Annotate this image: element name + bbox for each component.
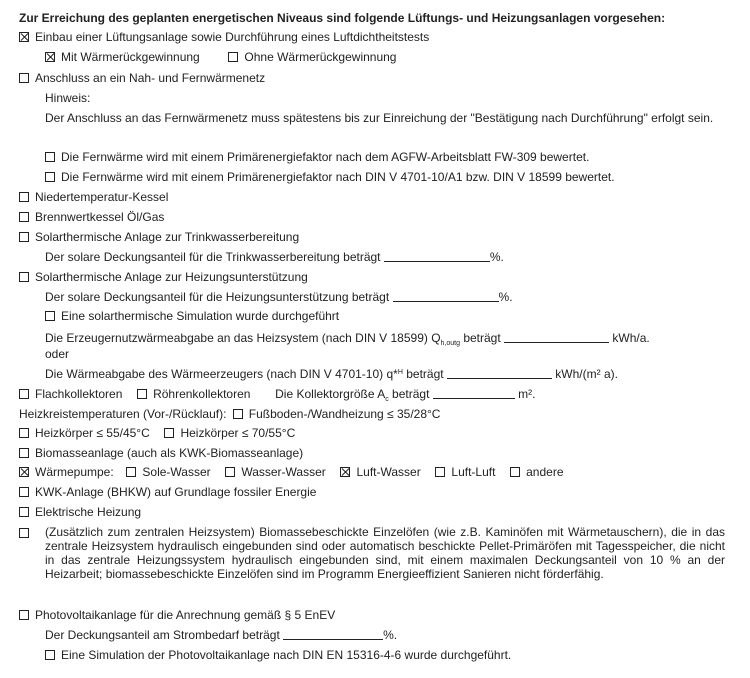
pv-label: Photovoltaikanlage für die Anrechnung gemäß § 5 EnEV — [35, 608, 336, 622]
solar-trink-text: Der solare Deckungsanteil für die Trinkwasserbereitung beträgt — [45, 250, 381, 264]
solar-trink-unit: %. — [489, 250, 504, 264]
solar-trink-label: Solarthermische Anlage zur Trinkwasserbereitung — [35, 230, 300, 244]
hk55-checkbox[interactable] — [19, 428, 29, 438]
niedertemperatur-checkbox[interactable] — [19, 192, 29, 202]
luft-wasser-label: Luft-Wasser — [356, 465, 421, 479]
brennwert-label: Brennwertkessel Öl/Gas — [35, 210, 165, 224]
mit-wrg-label: Mit Wärmerückgewinnung — [61, 50, 200, 64]
solar-simulation-label: Eine solarthermische Simulation wurde durchgeführt — [61, 309, 340, 323]
groesse-text: Die Kollektorgröße A — [275, 387, 386, 401]
fernwaerme-option1-row — [45, 150, 589, 165]
waerme-row — [45, 365, 618, 382]
einzeloefen-row — [19, 526, 35, 541]
section-heading: Zur Erreichung des geplanten energetischen Niveaus sind folgende Lüftungs- und Heizungsanlagen vorgesehen: — [19, 11, 666, 25]
elektrisch-checkbox[interactable] — [19, 507, 29, 517]
heizkreis-label: Heizkreistemperaturen (Vor-/Rücklauf): — [19, 407, 227, 421]
hinweis-text: Der Anschluss an das Fernwärmenetz muss spätestens bis zur Einreichung der "Bestätigung nach Durchführung" erfolgt sein. — [45, 111, 714, 125]
oder-text: oder — [45, 347, 70, 361]
solar-heiz-row — [19, 270, 308, 285]
pv-checkbox[interactable] — [19, 610, 29, 620]
hk55-label: Heizkörper ≤ 55/45°C — [35, 426, 150, 440]
hinweis-title: Hinweis: — [45, 91, 91, 105]
erzeuger-input[interactable] — [504, 332, 609, 343]
solar-simulation-checkbox[interactable] — [45, 311, 55, 321]
fussboden-label: Fußboden-/Wandheizung ≤ 35/28°C — [248, 407, 441, 421]
erzeuger-text: Die Erzeugernutzwärmeabgabe an das Heizsystem (nach DIN V 18599) Q — [45, 331, 441, 345]
waermepumpe-label: Wärmepumpe: — [35, 465, 114, 479]
niedertemperatur-row — [19, 190, 168, 205]
agfw-label: Die Fernwärme wird mit einem Primärenergiefaktor nach dem AGFW-Arbeitsblatt FW-309 bewertet. — [61, 150, 590, 164]
pv-unit: %. — [383, 628, 398, 642]
pv-row — [19, 608, 335, 623]
waermepumpe-row — [19, 465, 564, 480]
fernwaerme-label: Anschluss an ein Nah- und Fernwärmenetz — [35, 71, 266, 85]
kollektorgroesse-input[interactable] — [433, 388, 515, 399]
roehren-checkbox[interactable] — [137, 389, 147, 399]
hk70-label: Heizkörper ≤ 70/55°C — [180, 426, 296, 440]
sole-wasser-label: Sole-Wasser — [142, 465, 211, 479]
solar-trink-checkbox[interactable] — [19, 232, 29, 242]
groesse-post: beträgt — [388, 387, 430, 401]
biomasse-checkbox[interactable] — [19, 448, 29, 458]
luft-luft-label: Luft-Luft — [451, 465, 496, 479]
lueftung-checkbox[interactable] — [19, 32, 29, 42]
pv-text: Der Deckungsanteil am Strombedarf beträgt — [45, 628, 280, 642]
lueftung-options — [45, 50, 396, 65]
solar-heiz-label: Solarthermische Anlage zur Heizungsunterstützung — [35, 270, 308, 284]
waerme-input[interactable] — [447, 368, 552, 379]
biomasse-label: Biomasseanlage (auch als KWK-Biomasseanlage) — [35, 446, 304, 460]
roehren-label: Röhrenkollektoren — [153, 387, 251, 401]
elektrisch-row — [19, 505, 141, 520]
andere-checkbox[interactable] — [510, 467, 520, 477]
einzeloefen-checkbox[interactable] — [19, 528, 29, 538]
ohne-wrg-checkbox[interactable] — [228, 52, 238, 62]
solar-heiz-text-row — [45, 290, 513, 305]
solar-trink-text-row — [45, 250, 504, 265]
waerme-post: beträgt — [402, 367, 444, 381]
heizkreis-row — [19, 407, 440, 422]
sole-wasser-checkbox[interactable] — [126, 467, 136, 477]
din-label: Die Fernwärme wird mit einem Primärenergiefaktor nach DIN V 4701-10/A1 bzw. DIN V 18599 bewertet. — [61, 170, 615, 184]
niedertemperatur-label: Niedertemperatur-Kessel — [35, 190, 169, 204]
fussboden-checkbox[interactable] — [233, 409, 243, 419]
mit-wrg-checkbox[interactable] — [45, 52, 55, 62]
lueftung-label: Einbau einer Lüftungsanlage sowie Durchführung eines Luftdichtheitstests — [35, 30, 430, 44]
erzeuger-unit: kWh/a. — [612, 331, 650, 345]
wasser-wasser-checkbox[interactable] — [225, 467, 235, 477]
erzeuger-sub: h,outg — [440, 340, 460, 347]
kollektoren-row — [19, 387, 535, 407]
kwk-row — [19, 485, 316, 500]
erzeuger-row — [45, 331, 650, 351]
pv-simulation-row — [45, 648, 511, 663]
kwk-checkbox[interactable] — [19, 487, 29, 497]
erzeuger-post: beträgt — [460, 331, 501, 345]
kollektor-unit: m². — [518, 387, 536, 401]
heizkoerper-row — [19, 426, 295, 441]
hk70-checkbox[interactable] — [164, 428, 174, 438]
din-checkbox[interactable] — [45, 172, 55, 182]
flach-checkbox[interactable] — [19, 389, 29, 399]
pv-simulation-checkbox[interactable] — [45, 650, 55, 660]
brennwert-checkbox[interactable] — [19, 212, 29, 222]
groesse-sub: c — [385, 396, 389, 403]
pv-text-row — [45, 628, 397, 643]
waerme-text: Die Wärmeabgabe des Wärmeerzeugers (nach DIN V 4701-10) q* — [45, 367, 398, 381]
biomasse-row — [19, 446, 303, 461]
pv-simulation-label: Eine Simulation der Photovoltaikanlage nach DIN EN 15316-4-6 wurde durchgeführt. — [61, 648, 512, 662]
solar-heiz-input[interactable] — [393, 291, 499, 302]
kwk-label: KWK-Anlage (BHKW) auf Grundlage fossiler Energie — [35, 485, 317, 499]
flach-label: Flachkollektoren — [35, 387, 123, 401]
elektrisch-label: Elektrische Heizung — [35, 505, 142, 519]
solar-trink-row — [19, 230, 299, 245]
waerme-sub: H — [397, 369, 403, 376]
solar-trink-input[interactable] — [384, 251, 490, 262]
waerme-unit: kWh/(m² a). — [555, 367, 618, 381]
andere-label: andere — [526, 465, 564, 479]
pv-input[interactable] — [283, 629, 383, 640]
ohne-wrg-label: Ohne Wärmerückgewinnung — [244, 50, 397, 64]
luft-luft-checkbox[interactable] — [435, 467, 445, 477]
brennwert-row — [19, 210, 164, 225]
fernwaerme-row — [19, 71, 265, 86]
solar-simulation-row — [45, 309, 339, 324]
solar-heiz-checkbox[interactable] — [19, 272, 29, 282]
wasser-wasser-label: Wasser-Wasser — [241, 465, 326, 479]
solar-heiz-text: Der solare Deckungsanteil für die Heizungsunterstützung beträgt — [45, 290, 390, 304]
waermepumpe-checkbox[interactable] — [19, 467, 29, 477]
agfw-checkbox[interactable] — [45, 152, 55, 162]
lueftung-row — [19, 30, 429, 45]
einzeloefen-text: (Zusätzlich zum zentralen Heizsystem) Biomassebeschickte Einzelöfen (wie z.B. Kaminöfen mit Wärmetauschern), die in das zentrale Heizsystem hydraulisch eingebunden sind oder automatisch beschickte Pellet-Primäröfen mit Tagesspeicher, die nicht in das zentrale Heizungssystem hydraulisch eingebunden sind, mit einem maximalen Deckungsanteil von 10 % an der Heizarbeit; biomassebeschickte Einzelöfen sind im Programm Energieeffizient Sanieren nicht förderfähig. — [45, 525, 725, 581]
luft-wasser-checkbox[interactable] — [340, 467, 350, 477]
solar-heiz-unit: %. — [498, 290, 513, 304]
fernwaerme-option2-row — [45, 170, 615, 185]
fernwaerme-checkbox[interactable] — [19, 73, 29, 83]
